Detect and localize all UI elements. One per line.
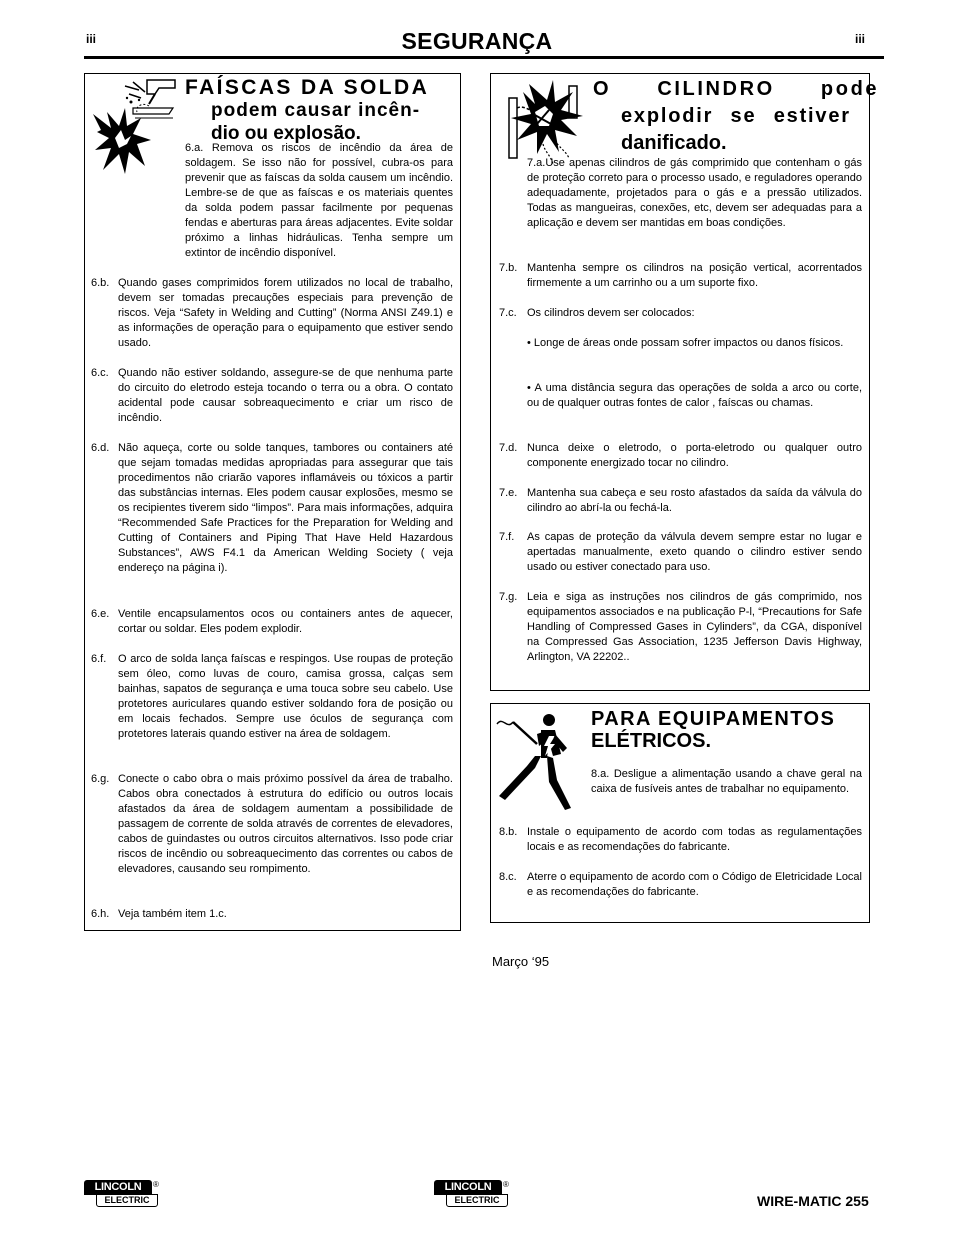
page-number-left: iii bbox=[86, 32, 97, 46]
lincoln-electric-logo-center bbox=[434, 1180, 512, 1208]
fire-item-number: 6.b. bbox=[91, 277, 110, 289]
cylinder-item-text: Leia e siga as instruções nos cilindros de gás comprimido, nos equipamentos associados e na publicação P-l, “Precautions for Safe Handling of Compressed Gases in Cylinders”, da CGA, disponível na Compressed Gas Association, 1235 Jefferson Davis Highway, Arlington, VA 22202.. bbox=[527, 591, 862, 663]
fire-item-6h bbox=[91, 907, 453, 922]
fire-item-6g bbox=[91, 772, 453, 877]
logo-electric-text: ELECTRIC bbox=[446, 1194, 508, 1207]
fire-item-number: 6.c. bbox=[91, 367, 109, 379]
cylinder-heading-line2: explodir se estiver bbox=[621, 105, 851, 127]
cylinder-item-7d bbox=[499, 441, 862, 471]
cylinder-item-number: 7.b. bbox=[499, 262, 518, 274]
product-model: WIRE-MATIC 255 bbox=[757, 1193, 869, 1209]
electric-item-8c bbox=[499, 870, 862, 900]
fire-heading-line1: FAÍSCAS DA SOLDA bbox=[185, 76, 430, 99]
fire-item-text: Não aqueça, corte ou solde tanques, tambores ou containers até que sejam tomadas medidas apropriadas para assegurar que tais procedimentos não criarão vapores inflamáveis ou tóxicos a partir das substâncias internas. Eles podem causar explosões, mesmo se os recipientes tiverem sido “limpos”. Para mais informações, adquira “Recommended Safe Practices for the Preparation for Welding and Cutting of Containers and Piping That Have Held Hazardous Substances”, AWS F4.1 da American Welding Society ( veja endereço na página i). bbox=[118, 442, 453, 574]
cylinder-item-text: Mantenha sempre os cilindros na posição vertical, acorrentados firmemente a um carrinho ou a um suporte fixo. bbox=[527, 262, 862, 289]
fire-item-number: 6.d. bbox=[91, 442, 110, 454]
page-number-right: iii bbox=[855, 32, 866, 46]
cylinder-item-7b bbox=[499, 261, 862, 291]
cylinder-item-7f bbox=[499, 530, 862, 575]
fire-item-6c bbox=[91, 366, 453, 426]
electric-warning-box bbox=[490, 703, 870, 923]
fire-item-6b bbox=[91, 276, 453, 351]
fire-item-6a: 6.a. Remova os riscos de incêndio da área de soldagem. Se isso não for possível, cubra-os para prevenir que as faíscas da solda causem um incêndio. Lembre-se de que as faíscas e os materiais quentes da solda podem passar facilmente por pequenas fendas e aberturas para áreas adjacentes. Evite soldar próximo a linhas hidráulicas. Tenha sempre um extintor de incêndio disponível. bbox=[185, 142, 453, 259]
fire-item-text: Conecte o cabo obra o mais próximo possível da área de trabalho. Cabos obra conectados à estrutura do edifício ou outros locais afastados da área de soldagem aumentam a possibilidade de passagem de corrente de solda através de correntes de elevadores, cabos de guindastes ou outros circuitos alternativos. Isso pode criar riscos de incêndio ou sobreaquecimento das correntes ou cabos de elevadores, causando seu rompimento. bbox=[118, 773, 453, 875]
fire-item-text: O arco de solda lança faíscas e respingos. Use roupas de proteção sem óleo, como luvas de couro, camisa grossa, calças sem bainhas, sapatos de segurança e uma touca sobre seu cabelo. Use protetores auriculares quando estiver soldando fora de posição ou em locais fechados. Sempre use óculos de segurança com protetores laterais quando estiver na área de soldagem. bbox=[118, 653, 453, 740]
fire-item-text: Veja também item 1.c. bbox=[118, 908, 227, 920]
cylinder-item-number: 7.e. bbox=[499, 487, 518, 499]
fire-item-text: Quando gases comprimidos forem utilizados no local de trabalho, devem ser tomadas precauções especiais para prevenção de riscos. Veja “Safety in Welding and Cutting” (Norma ANSI Z49.1) e as informações de operação para o equipamento que estiver sendo usado. bbox=[118, 277, 453, 349]
fire-heading-line2: podem causar incên- bbox=[211, 100, 421, 121]
fire-item-6f bbox=[91, 652, 453, 742]
fire-warning-box bbox=[84, 73, 461, 931]
electric-item-text: Aterre o equipamento de acordo com o Código de Eletricidade Local e as recomendações do fabricante. bbox=[527, 871, 862, 898]
lincoln-electric-logo-left bbox=[84, 1180, 162, 1208]
logo-registered-mark: ® bbox=[503, 1180, 509, 1189]
electric-item-text: Instale o equipamento de acordo com todas as regulamentações locais e as recomendações do fabricante. bbox=[527, 826, 862, 853]
cylinder-item-number: 7.d. bbox=[499, 442, 518, 454]
cylinder-item-text: As capas de proteção da válvula devem sempre estar no lugar e apertadas manualmente, exeto quando o cilindro estiver sendo usado ou estiver conectado para uso. bbox=[527, 531, 862, 573]
fire-heading bbox=[185, 76, 455, 145]
cylinder-heading bbox=[593, 76, 880, 157]
fire-item-text: Quando não estiver soldando, assegure-se de que nenhuma parte do circuito do eletrodo esteja tocando o terra ou a obra. O contato acidental pode causar sobreaquecimento e criar um risco de incêndio. bbox=[118, 367, 453, 424]
cylinder-item-number: 7.c. bbox=[499, 307, 517, 319]
cylinder-item-7a: 7.a.Use apenas cilindros de gás comprimido que contenham o gás de proteção correto para o processo usado, e reguladores operando adequadamente, projetados para o gás e a pressão utilizados. Todas as mangueiras, conexões, etc, devem ser adequadas para a aplicação e devem ser mantidas em boas condições. bbox=[527, 157, 862, 229]
electric-item-8a: 8.a. Desligue a alimentação usando a chave geral na caixa de fusíveis antes de trabalhar no equipamento. bbox=[591, 768, 862, 795]
logo-lincoln-text: LINCOLN bbox=[84, 1180, 152, 1195]
cylinder-heading-line1: O CILINDRO pode bbox=[593, 78, 880, 100]
title-rule bbox=[84, 56, 884, 59]
cylinder-item-number: 7.f. bbox=[499, 531, 515, 543]
electric-heading-line1: PARA EQUIPAMENTOS bbox=[591, 708, 836, 730]
logo-lincoln-text: LINCOLN bbox=[434, 1180, 502, 1195]
page-title: SEGURANÇA bbox=[401, 28, 553, 54]
cylinder-bullet-1: • Longe de áreas onde possam sofrer impactos ou danos físicos. bbox=[527, 337, 844, 349]
electric-item-number: 8.b. bbox=[499, 826, 518, 838]
revision-date: Março ‘95 bbox=[492, 954, 550, 969]
cylinder-item-text: Nunca deixe o eletrodo, o porta-eletrodo ou qualquer outro componente energizado tocar no cilindro. bbox=[527, 442, 862, 469]
cylinder-item-text: Mantenha sua cabeça e seu rosto afastados da saída da válvula do cilindro ao abrí-la ou fechá-la. bbox=[527, 487, 862, 514]
cylinder-item-text: Os cilindros devem ser colocados: bbox=[527, 307, 695, 319]
cylinder-warning-box bbox=[490, 73, 880, 691]
electric-item-number: 8.c. bbox=[499, 871, 517, 883]
cylinder-item-7e bbox=[499, 486, 862, 516]
logo-electric-text: ELECTRIC bbox=[96, 1194, 158, 1207]
logo-registered-mark: ® bbox=[153, 1180, 159, 1189]
cylinder-item-number: 7.g. bbox=[499, 591, 518, 603]
fire-item-6e bbox=[91, 607, 453, 637]
fire-item-number: 6.f. bbox=[91, 653, 107, 665]
fire-item-number: 6.h. bbox=[91, 908, 110, 920]
electric-heading bbox=[591, 708, 866, 752]
electric-heading-line2: ELÉTRICOS. bbox=[591, 730, 712, 752]
exploding-cylinder-icon bbox=[503, 78, 587, 168]
electric-item-8b bbox=[499, 825, 862, 855]
fire-item-text: Ventile encapsulamentos ocos ou containers antes de aquecer, cortar ou soldar. Eles podem explodir. bbox=[118, 608, 453, 635]
fire-item-6d bbox=[91, 441, 453, 576]
fire-item-number: 6.e. bbox=[91, 608, 110, 620]
fire-heading-line3: dio ou explosão. bbox=[211, 123, 361, 144]
electric-shock-icon bbox=[495, 710, 581, 814]
cylinder-bullet-2: • A uma distância segura das operações de solda a arco ou corte, ou de qualquer outras fontes de calor , faíscas ou chamas. bbox=[527, 382, 862, 409]
cylinder-item-7g bbox=[499, 590, 862, 665]
cylinder-heading-line3: danificado. bbox=[621, 132, 727, 154]
welding-sparks-explosion-icon bbox=[89, 78, 179, 178]
cylinder-item-7c bbox=[499, 306, 862, 321]
fire-item-number: 6.g. bbox=[91, 773, 110, 785]
